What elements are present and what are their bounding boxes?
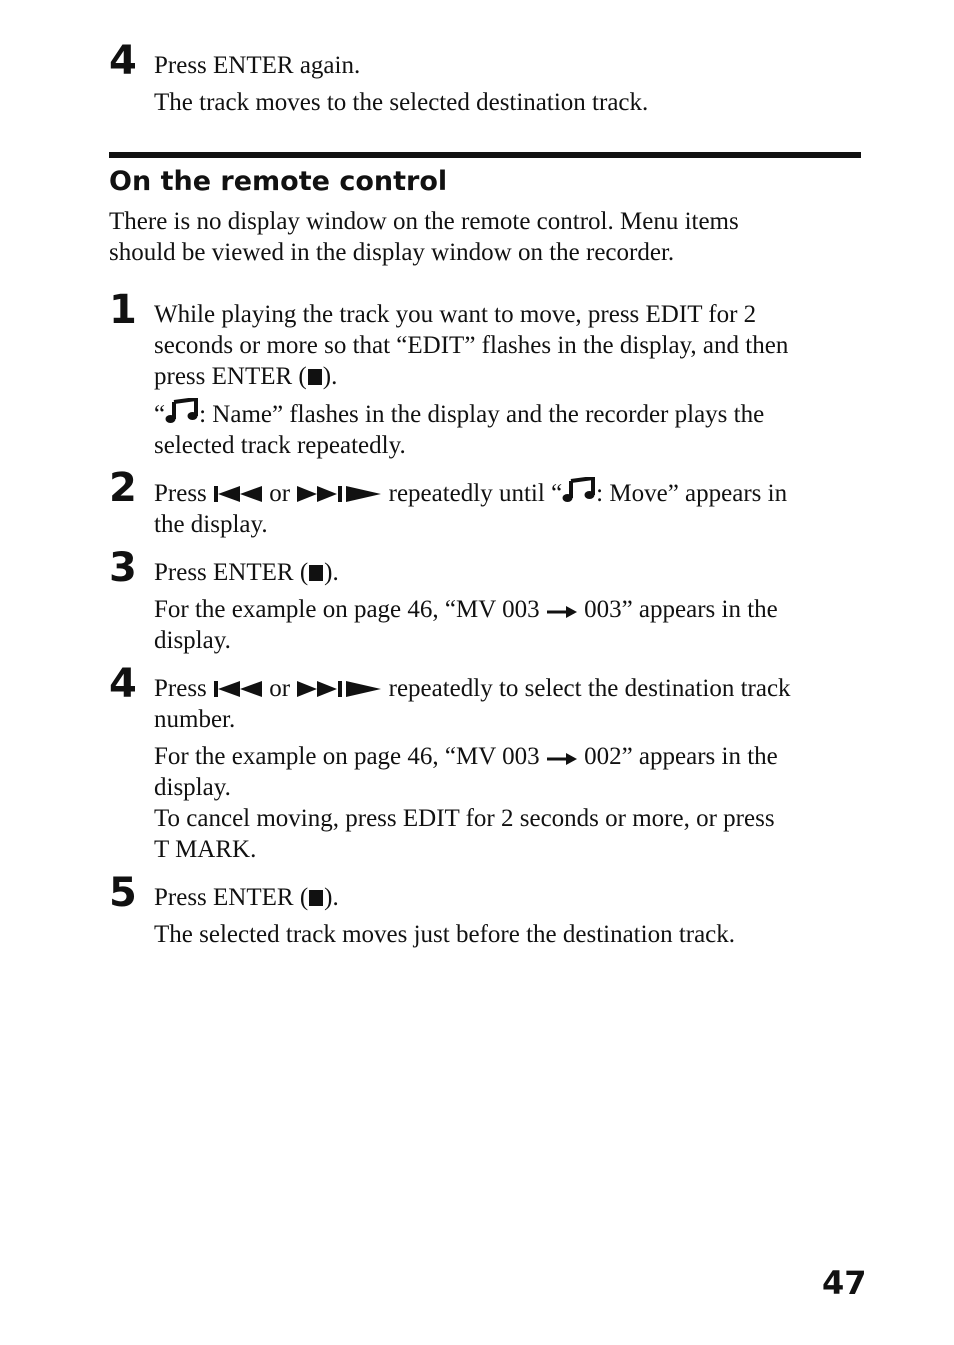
step-text bbox=[154, 361, 854, 392]
step-result: The selected track moves just before the destination track. bbox=[154, 921, 736, 948]
step-body bbox=[154, 299, 854, 461]
step-text: While playing the track you want to move, press EDIT for 2 bbox=[154, 301, 757, 328]
step-text bbox=[154, 882, 854, 913]
text-segment: Press ENTER ( bbox=[154, 559, 309, 586]
text-segment: : Move” appears in bbox=[596, 480, 788, 507]
next-track-icon bbox=[296, 680, 382, 698]
step-number: 2 bbox=[109, 465, 137, 511]
step-body bbox=[154, 477, 854, 540]
step-result bbox=[154, 594, 854, 625]
step-body bbox=[154, 50, 854, 118]
step-text: Press ENTER again. bbox=[154, 52, 361, 79]
right-arrow-icon bbox=[546, 605, 578, 619]
step-body bbox=[154, 882, 854, 950]
step-number: 1 bbox=[109, 287, 137, 333]
step-text: number. bbox=[154, 706, 236, 733]
text-segment: ). bbox=[322, 363, 338, 390]
text-segment: or bbox=[263, 480, 297, 507]
step-body bbox=[154, 557, 854, 656]
text-segment: : Name” flashes in the display and the recorder plays the bbox=[199, 401, 765, 428]
text-segment: ). bbox=[324, 559, 339, 586]
step-text bbox=[154, 673, 854, 704]
text-segment: Press bbox=[154, 480, 214, 507]
step-text bbox=[154, 477, 854, 509]
step-note: T MARK. bbox=[154, 836, 257, 863]
step-body bbox=[154, 673, 854, 865]
step-note: To cancel moving, press EDIT for 2 seconds or more, or press bbox=[154, 805, 775, 832]
stop-square-icon bbox=[308, 564, 324, 582]
intro-line: There is no display window on the remote control. Menu items bbox=[109, 208, 739, 235]
page-number: 47 bbox=[822, 1264, 867, 1302]
text-segment: For the example on page 46, “MV 003 bbox=[154, 743, 546, 770]
step-number: 5 bbox=[109, 870, 137, 916]
step-result: display. bbox=[154, 627, 231, 654]
step-result: The track moves to the selected destination track. bbox=[154, 89, 649, 116]
section-intro bbox=[109, 206, 861, 268]
music-note-icon bbox=[562, 477, 596, 503]
text-segment: “ bbox=[154, 401, 166, 428]
music-note-icon bbox=[165, 398, 199, 424]
text-segment: repeatedly to select the destination track bbox=[382, 675, 791, 702]
step-text bbox=[154, 557, 854, 588]
step-number: 3 bbox=[109, 545, 137, 591]
step-result: display. bbox=[154, 774, 231, 801]
section-heading: On the remote control bbox=[109, 166, 448, 197]
step-text: the display. bbox=[154, 511, 268, 538]
step-text: seconds or more so that “EDIT” flashes in the display, and then bbox=[154, 332, 789, 359]
text-segment: 002” appears in the bbox=[577, 743, 778, 770]
text-segment: repeatedly until “ bbox=[382, 480, 563, 507]
previous-track-icon bbox=[213, 680, 263, 698]
text-segment: Press bbox=[154, 675, 214, 702]
step-result bbox=[154, 741, 854, 772]
stop-square-icon bbox=[307, 368, 323, 386]
text-segment: Press ENTER ( bbox=[154, 884, 309, 911]
text-segment: ). bbox=[324, 884, 339, 911]
text-segment: or bbox=[263, 675, 297, 702]
step-result bbox=[154, 398, 854, 430]
step-number: 4 bbox=[109, 661, 137, 707]
next-track-icon bbox=[296, 485, 382, 503]
step-number: 4 bbox=[109, 38, 137, 84]
text-segment: 003” appears in the bbox=[577, 596, 778, 623]
right-arrow-icon bbox=[546, 752, 578, 766]
stop-square-icon bbox=[308, 889, 324, 907]
section-divider bbox=[109, 152, 861, 158]
text-segment: press ENTER ( bbox=[154, 363, 307, 390]
intro-line: should be viewed in the display window on the recorder. bbox=[109, 239, 675, 266]
text-segment: For the example on page 46, “MV 003 bbox=[154, 596, 546, 623]
previous-track-icon bbox=[213, 485, 263, 503]
step-result: selected track repeatedly. bbox=[154, 432, 406, 459]
